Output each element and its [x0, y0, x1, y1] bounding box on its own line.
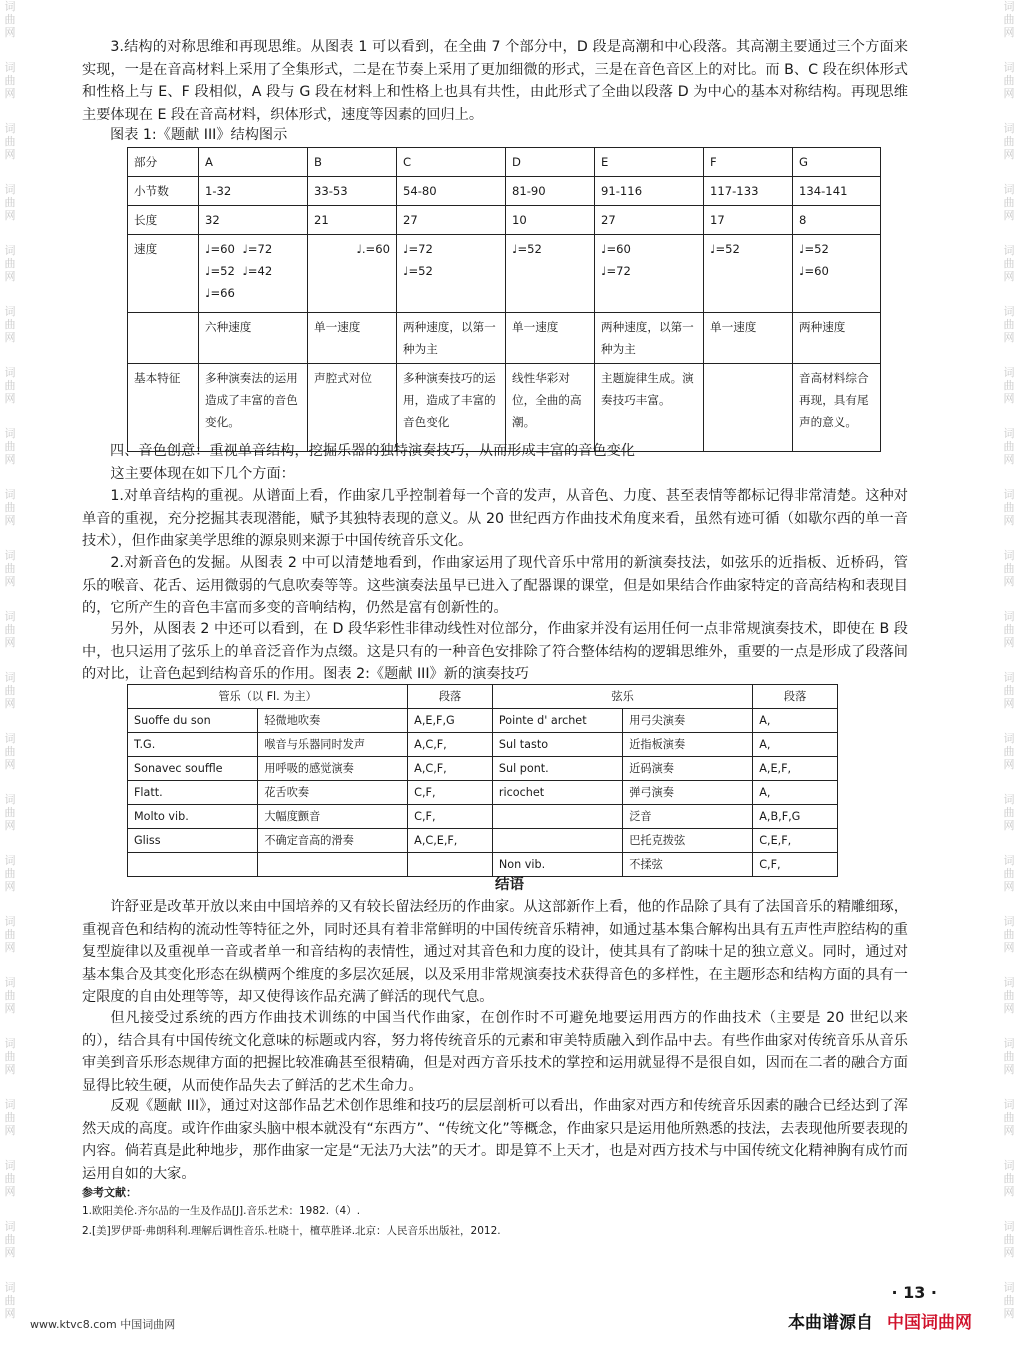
table-cell: 不揉弦 [623, 853, 753, 877]
table-header: 段落 [408, 685, 493, 709]
watermark-mark: 词 曲 网 [1003, 854, 1015, 893]
table-cell: Gliss [128, 829, 258, 853]
watermark-mark: 词 曲 网 [1003, 1220, 1015, 1259]
table-cell: 不确定音高的滑奏 [258, 829, 408, 853]
watermark-mark: 词 曲 网 [1003, 1037, 1015, 1076]
watermark-mark: 词 曲 网 [4, 1037, 16, 1076]
watermark-mark: 词 曲 网 [1003, 183, 1015, 222]
table-cell: Sul tasto [492, 733, 622, 757]
watermark-mark: 词 曲 网 [4, 1220, 16, 1259]
table-cell: 线性华彩对位，全曲的高潮。 [506, 364, 595, 452]
watermark-mark: 词 曲 网 [1003, 915, 1015, 954]
right-watermark-strip [999, 0, 1019, 1358]
watermark-mark: 词 曲 网 [4, 122, 16, 161]
quarter-note-icon: ♩ [205, 264, 211, 278]
table-cell [128, 313, 199, 364]
watermark-mark: 词 曲 网 [1003, 976, 1015, 1015]
watermark-mark: 词 曲 网 [4, 305, 16, 344]
paragraph-new-timbre: 2.对新音色的发掘。从图表 2 中可以清楚地看到，作曲家运用了现代音乐中常用的新演奏技法，如弦乐的近指板、近桥码，管乐的喉音、花舌、运用微弱的气息吹奏等等。这些演奏法虽早已进入了配器课的课堂，但是如果结合作曲家特定的音高结构和表现目的，它所产生的音色丰富而多变的音响结构，仍然是富有创新性的。 [82, 555, 908, 616]
quarter-note-icon: ♩ [242, 242, 248, 256]
paragraph-conclusion-2: 但凡接受过系统的西方作曲技术训练的中国当代作曲家，在创作时不可避免地要运用西方的作曲技术（主要是 20 世纪以来的），结合具有中国传统文化意味的标题或内容，努力将传统音乐的元素和审美特质融入到作品中去。有些作曲家对传统音乐从音乐审美到音乐形态规律方面的把握比较准确甚至很精确，但是对西方音乐技术的掌控和运用就显得不是很自如，因而在二者的融合方面显得比较生硬，从而使作品失去了鲜活的艺术生命力。 [82, 1010, 908, 1094]
table-row [128, 757, 838, 781]
table-cell: B [308, 148, 397, 177]
tempo-mark: =60 [804, 264, 829, 278]
table-cell: Flatt. [128, 781, 258, 805]
table-cell: Molto vib. [128, 805, 258, 829]
table-row [128, 177, 881, 206]
page-number: · 13 · [891, 1283, 937, 1302]
table-cell: Pointe d' archet [492, 709, 622, 733]
watermark-mark: 词 曲 网 [4, 549, 16, 588]
table-row [128, 829, 838, 853]
reference-item: 2.[美]罗伊哥·弗朗科利.理解后调性音乐.杜晓十，檀草胜译.北京：人民音乐出版社，2012. [82, 1225, 501, 1237]
paragraph-conclusion-3: 反观《题献 III》，通过对这部作品艺术创作思维和技巧的层层剖析可以看出，作曲家对西方和传统音乐因素的融合已经达到了浑然天成的高度。或许作曲家头脑中根本就没有“东西方”、“传统文化”等概念，作曲家只是运用他所熟悉的技法，去表现他所要表现的内容。倘若真是此种地步，那作曲家一定是“无法乃大法”的天才。即是算不上天才，也是对西方技术与中国传统文化精神胸有成竹而运用自如的大家。 [82, 1098, 908, 1182]
paragraph-structure-symmetry: 3.结构的对称思维和再现思维。从图表 1 可以看到，在全曲 7 个部分中，D 段是高潮和中心段落。其高潮主要通过三个方面来实现，一是在音高材料上采用了全集形式，二是在节奏上采用了更加细微的形式，三是在音色音区上的对比。而 B、C 段在织体形式和性格上与 E、F 段相似，A 段与 G 段在材料上和性格上也具有共性，由此形式了全曲以段落 D 为中心的基本对称结构。再现思维主要体现在 E 段在音高材料，织体形式，速度等因素的回归上。 [82, 39, 908, 123]
table-cell: 17 [704, 206, 793, 235]
table-cell: 多种演奏法的运用造成了丰富的音色变化。 [199, 364, 308, 452]
table-cell: C,F, [753, 853, 838, 877]
table-cell: G [793, 148, 881, 177]
table-cell: 音高材料综合再现，具有尾声的意义。 [793, 364, 881, 452]
table-row [128, 709, 838, 733]
table-row [128, 781, 838, 805]
quarter-note-icon: ♩ [799, 242, 805, 256]
table-cell: 小节数 [128, 177, 199, 206]
quarter-note-icon: ♩ [601, 264, 607, 278]
table-cell: 91-116 [595, 177, 704, 206]
table-cell: A,B,F,G [753, 805, 838, 829]
table-cell: 8 [793, 206, 881, 235]
table-cell: 大幅度颤音 [258, 805, 408, 829]
table-cell: 27 [595, 206, 704, 235]
watermark-mark: 词 曲 网 [4, 610, 16, 649]
watermark-mark: 词 曲 网 [1003, 61, 1015, 100]
table-cell: 27 [397, 206, 506, 235]
table-cell: 两种速度 [793, 313, 881, 364]
conclusion-heading: 结语 [495, 877, 524, 893]
table-cell: C [397, 148, 506, 177]
table-row [128, 364, 881, 452]
techniques-table [127, 684, 838, 877]
table-cell: 泛音 [623, 805, 753, 829]
watermark-mark: 词 曲 网 [4, 0, 16, 39]
tempo-mark: =60 [606, 242, 631, 256]
table-cell [492, 829, 622, 853]
paragraph-conclusion-1: 许舒亚是改革开放以来由中国培养的又有较长留法经历的作曲家。从这部新作上看，他的作品除了具有了法国音乐的精雕细琢，重视音色和结构的流动性等特征之外，同时还具有着非常鲜明的中国传统音乐精神，如通过基本集合解构出具有五声性声腔结构的重复型旋律以及重视单一音或者单一和音结构的表情性，通过对其音色和力度的设计，使其具有了韵味十足的独立意义。同时，通过对基本集合及其变化形态在纵横两个维度的多层次延展，以及采用非常规演奏技术获得音色的多样性，在主题形态和结构方面的具有一定限度的自由处理等等，却又使得该作品充满了鲜活的现代气息。 [82, 899, 908, 1005]
watermark-mark: 词 曲 网 [1003, 488, 1015, 527]
tempo-mark: =72 [606, 264, 631, 278]
references-title: 参考文献： [82, 1186, 137, 1199]
watermark-mark: 词 曲 网 [4, 1159, 16, 1198]
table-header: 管乐（以 Fl. 为主） [128, 685, 408, 709]
table-cell: Non vib. [492, 853, 622, 877]
table-cell: 33-53 [308, 177, 397, 206]
tempo-mark: =42 [247, 264, 273, 278]
table-cell: F [704, 148, 793, 177]
table-cell: 81-90 [506, 177, 595, 206]
table-cell: Sonavec souffle [128, 757, 258, 781]
table-cell: A, [753, 733, 838, 757]
table-cell: A,C,F, [408, 757, 493, 781]
table-cell: 21 [308, 206, 397, 235]
table-cell: 巴托克拨弦 [623, 829, 753, 853]
tempo-cell [397, 235, 506, 313]
table-cell: 花舌吹奏 [258, 781, 408, 805]
watermark-mark: 词 曲 网 [4, 793, 16, 832]
watermark-mark: 词 曲 网 [4, 366, 16, 405]
watermark-mark: 词 曲 网 [1003, 549, 1015, 588]
table-cell: T.G. [128, 733, 258, 757]
table-cell: 近码演奏 [623, 757, 753, 781]
quarter-note-icon: ♩ [205, 242, 211, 256]
table-cell: 轻微地吹奏 [258, 709, 408, 733]
reference-item: 1.欧阳美伦.齐尔品的一生及作品[J].音乐艺术：1982.（4）. [82, 1205, 361, 1217]
table-cell: D [506, 148, 595, 177]
watermark-mark: 词 曲 网 [4, 183, 16, 222]
tempo-mark: =52 [715, 242, 740, 256]
paragraph-section-d: 另外，从图表 2 中还可以看到，在 D 段华彩性非律动线性对位部分，作曲家并没有运用任何一点非常规演奏技术，即使在 B 段中，也只运用了弦乐上的单音泛音作为点缀。这是只有的一种音色安排除了符合整体结构的逻辑思维外，重要的一点是形成了段落间的对比，让音色起到结构音乐的作用。图表 2:《题献 III》新的演奏技巧 [82, 621, 908, 682]
quarter-note-icon: ♩ [242, 264, 248, 278]
watermark-mark: 词 曲 网 [4, 732, 16, 771]
watermark-mark: 词 曲 网 [4, 427, 16, 466]
table-cell: 单一速度 [506, 313, 595, 364]
quarter-note-icon: ♩ [403, 242, 409, 256]
table-cell: 117-133 [704, 177, 793, 206]
table-row [128, 685, 838, 709]
table-cell: 速度 [128, 235, 199, 313]
tempo-cell [793, 235, 881, 313]
tempo-mark: =52 [210, 264, 235, 278]
table-cell: A,C,E,F, [408, 829, 493, 853]
tempo-cell [308, 235, 397, 313]
tempo-mark: =66 [210, 286, 235, 300]
watermark-mark: 词 曲 网 [4, 244, 16, 283]
quarter-note-icon: ♩ [356, 242, 362, 256]
tempo-mark: =72 [247, 242, 273, 256]
table-row [128, 148, 881, 177]
table-cell: 10 [506, 206, 595, 235]
watermark-mark: 词 曲 网 [1003, 671, 1015, 710]
watermark-mark: 词 曲 网 [4, 854, 16, 893]
table-row [128, 805, 838, 829]
table-cell: 54-80 [397, 177, 506, 206]
watermark-mark: 词 曲 网 [4, 1281, 16, 1320]
watermark-mark: 词 曲 网 [1003, 0, 1015, 39]
table-cell: 单一速度 [704, 313, 793, 364]
table-header: 段落 [753, 685, 838, 709]
table-header: 弦乐 [492, 685, 752, 709]
footer-url: www.ktvc8.com 中国词曲网 [30, 1318, 176, 1331]
tempo-mark: .=60 [361, 242, 390, 256]
table-cell: 六种速度 [199, 313, 308, 364]
tempo-mark: =52 [517, 242, 542, 256]
watermark-mark: 词 曲 网 [1003, 1159, 1015, 1198]
quarter-note-icon: ♩ [512, 242, 518, 256]
quarter-note-icon: ♩ [601, 242, 607, 256]
watermark-mark: 词 曲 网 [1003, 1281, 1015, 1320]
table-cell: 134-141 [793, 177, 881, 206]
tempo-cell [704, 235, 793, 313]
table-cell: 多种演奏技巧的运用，造成了丰富的音色变化 [397, 364, 506, 452]
watermark-mark: 词 曲 网 [1003, 305, 1015, 344]
watermark-mark: 词 曲 网 [4, 488, 16, 527]
quarter-note-icon: ♩ [403, 264, 409, 278]
watermark-mark: 词 曲 网 [4, 915, 16, 954]
quarter-note-icon: ♩ [205, 286, 211, 300]
table-cell: Suoffe du son [128, 709, 258, 733]
table-row [128, 733, 838, 757]
table-cell: A, [753, 709, 838, 733]
paragraph-single-tone: 1.对单音结构的重视。从谱面上看，作曲家几乎控制着每一个音的发声，从音色、力度、甚至表情等都标记得非常清楚。这种对单音的重视，充分挖掘其表现潜能，赋予其独特表现的意义。从 20 世纪西方作曲技术角度来看，虽然有迹可循（如歇尔西的单一音技术），但作曲家美学思维的源泉则来源于中国传统音乐文化。 [82, 488, 908, 549]
table-cell: C,F, [408, 781, 493, 805]
structure-table [127, 147, 881, 452]
tempo-cell [595, 235, 704, 313]
paragraph-intro: 这主要体现在如下几个方面： [110, 466, 295, 482]
left-watermark-strip [0, 0, 20, 1358]
table-cell: 喉音与乐器同时发声 [258, 733, 408, 757]
watermark-mark: 词 曲 网 [1003, 1098, 1015, 1137]
tempo-mark: =72 [408, 242, 433, 256]
table-cell: 主题旋律生成。演奏技巧丰富。 [595, 364, 704, 452]
table-row [128, 206, 881, 235]
table-cell: 长度 [128, 206, 199, 235]
table-cell: C,E,F, [753, 829, 838, 853]
quarter-note-icon: ♩ [799, 264, 805, 278]
watermark-mark: 词 曲 网 [4, 1098, 16, 1137]
table-cell: 两种速度，以第一种为主 [595, 313, 704, 364]
table-cell: E [595, 148, 704, 177]
table-row [128, 235, 881, 313]
quarter-note-icon: ♩ [710, 242, 716, 256]
watermark-mark: 词 曲 网 [1003, 793, 1015, 832]
table-cell: 基本特征 [128, 364, 199, 452]
footer-source-label: 本曲谱源自 [788, 1313, 873, 1333]
watermark-mark: 词 曲 网 [4, 976, 16, 1015]
table-cell: 用弓尖演奏 [623, 709, 753, 733]
table-cell: Sul pont. [492, 757, 622, 781]
table-cell [492, 805, 622, 829]
table-cell: 32 [199, 206, 308, 235]
tempo-mark: =52 [804, 242, 829, 256]
tempo-mark: =52 [408, 264, 433, 278]
tempo-cell [199, 235, 308, 313]
chart1-caption: 图表 1:《题献 III》结构图示 [110, 127, 288, 143]
table-cell: 用呼吸的感觉演奏 [258, 757, 408, 781]
footer-source [788, 1308, 972, 1333]
table-cell: 单一速度 [308, 313, 397, 364]
table-cell: A,C,F, [408, 733, 493, 757]
table-cell: C,F, [408, 805, 493, 829]
watermark-mark: 词 曲 网 [4, 671, 16, 710]
watermark-mark: 词 曲 网 [1003, 122, 1015, 161]
table-cell: 弹弓演奏 [623, 781, 753, 805]
table-cell: ricochet [492, 781, 622, 805]
watermark-mark: 词 曲 网 [1003, 610, 1015, 649]
table-cell: 声腔式对位 [308, 364, 397, 452]
table-cell: 1-32 [199, 177, 308, 206]
table-cell: 部分 [128, 148, 199, 177]
table-cell: A, [753, 781, 838, 805]
watermark-mark: 词 曲 网 [4, 61, 16, 100]
table-cell [704, 364, 793, 452]
footer-site-name: 中国词曲网 [887, 1313, 972, 1333]
section-heading-timbre: 四、音色创意：重视单音结构，挖掘乐器的独特演奏技巧，从而形成丰富的音色变化 [110, 443, 635, 459]
watermark-mark: 词 曲 网 [1003, 244, 1015, 283]
table-cell: 两种速度，以第一种为主 [397, 313, 506, 364]
table-cell: 近指板演奏 [623, 733, 753, 757]
tempo-cell [506, 235, 595, 313]
watermark-mark: 词 曲 网 [1003, 732, 1015, 771]
tempo-mark: =60 [210, 242, 235, 256]
watermark-mark: 词 曲 网 [1003, 366, 1015, 405]
table-cell: A,E,F,G [408, 709, 493, 733]
table-row [128, 313, 881, 364]
table-cell: A [199, 148, 308, 177]
watermark-mark: 词 曲 网 [1003, 427, 1015, 466]
table-cell: A,E,F, [753, 757, 838, 781]
